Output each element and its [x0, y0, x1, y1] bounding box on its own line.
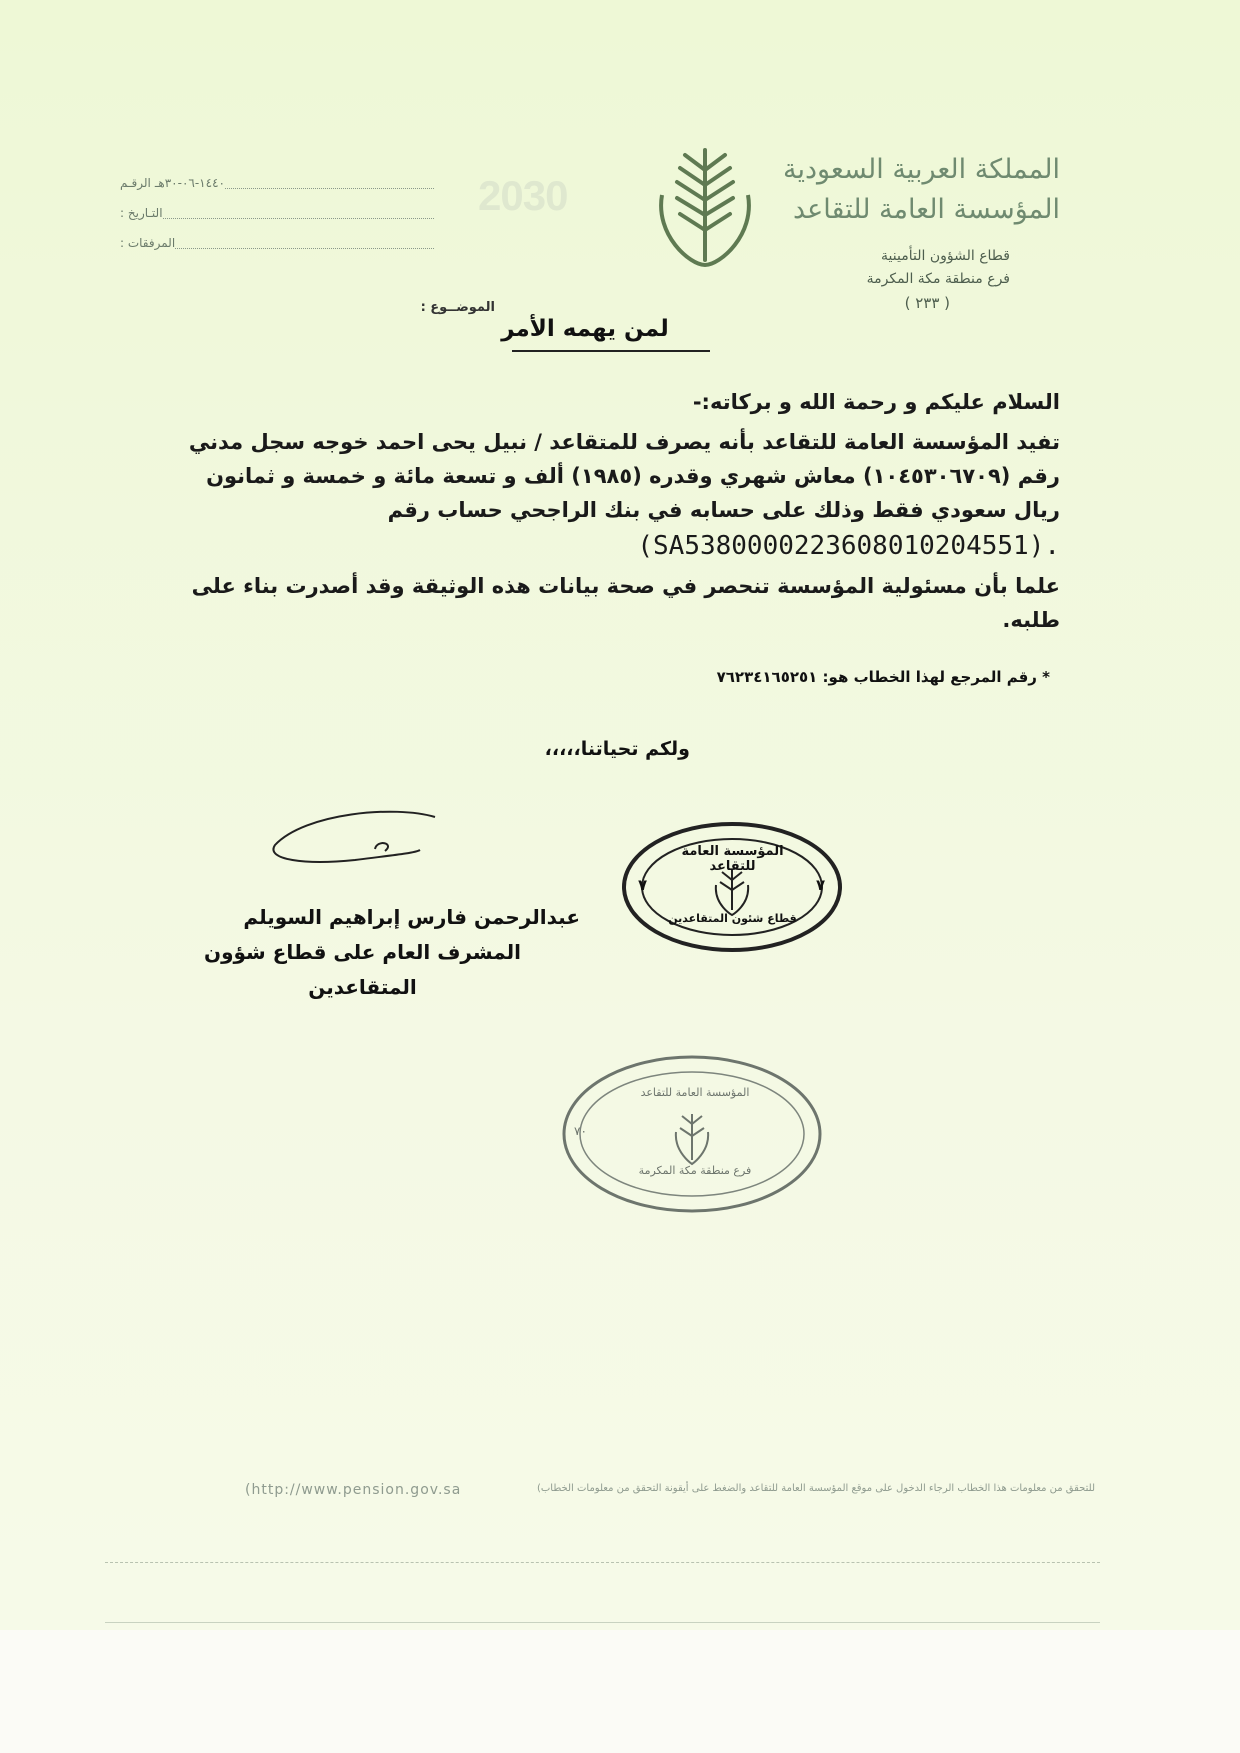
footer-verification-note: للتحقق من معلومات هذا الخطاب الرجاء الدخول على موقع المؤسسة العامة للتقاعد والضغط على أيقونة التحقق من معلومات الخطاب) [536, 1483, 1095, 1494]
branch-stamp-bottom-text: فرع منطقة مكة المكرمة [638, 1164, 752, 1177]
vision-2030-logo: 2030 [478, 172, 568, 219]
branch-stamp [560, 1052, 825, 1217]
footer-url[interactable]: (http://www.pension.gov.sa [245, 1482, 462, 1498]
signatory-title: المشرف العام على قطاع شؤون المتقاعدين [204, 940, 521, 999]
sector-name: قطاع الشؤون التأمينية [881, 248, 1010, 264]
page-bottom-margin [0, 1630, 1240, 1753]
ref-attachments-dots [175, 238, 434, 249]
account-iban: (SA5380000223608010204551). [637, 531, 1060, 561]
stamp-bottom-text: قطاع شئون المتقاعدين [668, 912, 797, 925]
ref-attachments-label: المرفقات : [120, 236, 176, 250]
ref-attachments-row [120, 228, 440, 258]
signatory-name: عبدالرحمن فارس إبراهيم السويلم [243, 905, 580, 929]
ref-number-dots [225, 178, 434, 189]
stamp-top-text: المؤسسة العامة للتقاعد [681, 844, 784, 874]
letter-reference-number: * رقم المرجع لهذا الخطاب هو: ٧٦٢٣٤١٦٥٢٥١ [716, 668, 1050, 686]
footer-divider-dashed [105, 1562, 1100, 1563]
org-line-kingdom: المملكة العربية السعودية [782, 154, 1060, 185]
ref-number-value: ١٤٤٠-٠٦-٣٠هـ [154, 176, 225, 190]
branch-stamp-top-text: المؤسسة العامة للتقاعد [640, 1086, 750, 1099]
branch-stamp-ring-icon [560, 1052, 825, 1217]
document-title: لمن يهمه الأمر [501, 316, 669, 342]
org-header [730, 150, 1060, 316]
reference-block [120, 168, 440, 258]
ref-number-label: الرقـم [120, 176, 151, 190]
title-underline [512, 350, 710, 352]
official-stamp [620, 820, 845, 955]
branch-code: ( ٢٣٣ ) [904, 294, 950, 312]
branch-name: فرع منطقة مكة المكرمة [866, 271, 1010, 287]
footer-divider [105, 1622, 1100, 1623]
closing-regards: ولكم تحياتنا،،،،، [544, 738, 690, 760]
branch-stamp-side-mark: ٧٠ [574, 1124, 587, 1138]
stamp-ring-icon [620, 820, 845, 955]
ref-number-row [120, 168, 440, 198]
stamp-side-mark-left: ٧ [638, 876, 648, 894]
letter-body [175, 385, 1060, 637]
main-paragraph: تفيد المؤسسة العامة للتقاعد بأنه يصرف للمتقاعد / نبيل يحى احمد خوجه سجل مدني رقم (١٠٤٥٣٠٦٧٠٩) معاش شهري وقدره (١٩٨٥) ألف و تسعة مائة و خمسة و ثمانون ريال سعودي فقط وذلك على حسابه في بنك الراجحي حساب رقم [188, 430, 1060, 522]
liability-note: علما بأن مسئولية المؤسسة تنحصر في صحة بيانات هذه الوثيقة وقد أصدرت بناء على طلبه. [191, 574, 1060, 632]
ref-date-label: التـاريخ : [120, 206, 163, 220]
stamp-side-mark-right: ٧ [816, 876, 826, 894]
ref-date-row [120, 198, 440, 228]
subject-label: الموضــوع : [420, 300, 495, 315]
signature-scribble-icon [265, 805, 445, 875]
greeting: السلام عليكم و رحمة الله و بركاته:- [692, 390, 1060, 414]
palm-logo-icon [650, 140, 760, 270]
org-line-institution: المؤسسة العامة للتقاعد [792, 194, 1060, 225]
ref-date-dots [163, 208, 434, 219]
